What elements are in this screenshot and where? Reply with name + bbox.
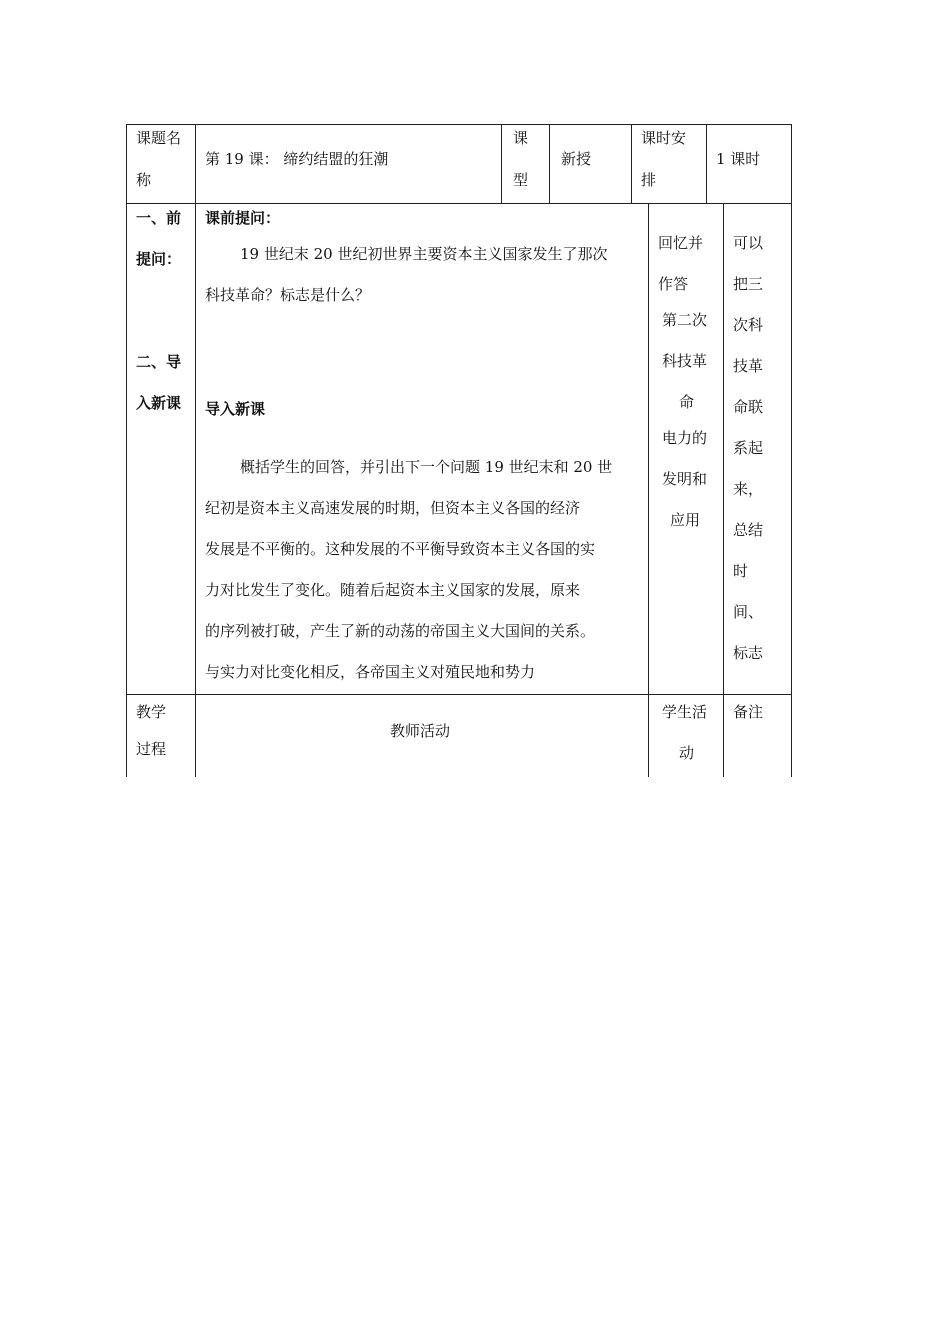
intro-line5: 的序列被打破，产生了新的动荡的帝国主义大国间的关系。: [205, 622, 596, 640]
section2-label-line1: 二、导: [136, 353, 182, 371]
pre-question-line2: 科技革命？标志是什么？: [205, 286, 371, 304]
student-note-line8: 应用: [670, 511, 701, 529]
student-note-line5: 命: [679, 393, 695, 411]
remark-line8: 总结: [733, 521, 764, 539]
title-label-line1: 课题名: [136, 129, 182, 147]
remark-line2: 把三: [733, 275, 764, 293]
student-note-line2: 作答: [658, 275, 689, 293]
body-divider-notes: [723, 203, 724, 777]
process-label-line2: 过程: [136, 740, 167, 758]
time-label-line2: 排: [641, 171, 657, 189]
student-note-line4: 科技革: [662, 352, 708, 370]
pre-question-line1: 19 世纪末 20 世纪初世界主要资本主义国家发生了那次: [240, 245, 608, 263]
remarks-header: 备注: [733, 703, 764, 721]
teacher-activity-header: 教师活动: [390, 722, 451, 740]
intro-line3: 发展是不平衡的。这种发展的不平衡导致资本主义各国的实: [205, 540, 596, 558]
pre-question-title: 课前提问：: [205, 209, 281, 227]
intro-line1: 概括学生的回答，并引出下一个问题 19 世纪末和 20 世: [240, 458, 613, 476]
student-activity-header-line2: 动: [679, 744, 695, 762]
title-label-line2: 称: [136, 171, 152, 189]
table-left-border: [126, 124, 127, 777]
intro-line6: 与实力对比变化相反，各帝国主义对殖民地和势力: [205, 663, 536, 681]
remark-line11: 标志: [733, 644, 764, 662]
section2-label-line2: 入新课: [136, 394, 182, 412]
row1-divider-4: [631, 124, 632, 204]
remark-line3: 次科: [733, 316, 764, 334]
student-note-line6: 电力的: [662, 429, 708, 447]
lesson-title: 第 19 课： 缔约结盟的狂潮: [205, 150, 389, 168]
student-note-line3: 第二次: [662, 311, 708, 329]
table-top-border: [126, 124, 792, 125]
row1-bottom-border: [126, 203, 792, 204]
student-note-line1: 回忆并: [658, 234, 704, 252]
remark-line9: 时: [733, 562, 749, 580]
type-label-line1: 课: [513, 129, 529, 147]
lesson-type: 新授: [561, 150, 592, 168]
time-label-line1: 课时安: [641, 129, 687, 147]
type-label-line2: 型: [513, 171, 529, 189]
row1-divider-3: [549, 124, 550, 204]
row2-bottom-border: [126, 694, 792, 695]
remark-line6: 系起: [733, 439, 764, 457]
remark-line1: 可以: [733, 234, 764, 252]
student-note-line7: 发明和: [662, 470, 708, 488]
body-divider-left: [195, 203, 196, 777]
body-divider-main: [648, 203, 649, 777]
remark-line10: 间、: [733, 603, 764, 621]
row1-divider-5: [706, 124, 707, 204]
process-label-line1: 教学: [136, 703, 167, 721]
lesson-hours: 1 课时: [716, 150, 761, 168]
student-activity-header-line1: 学生活: [662, 703, 708, 721]
remark-line4: 技革: [733, 357, 764, 375]
row1-divider-1: [195, 124, 196, 204]
row1-divider-2: [501, 124, 502, 204]
remark-line7: 来，: [733, 480, 764, 498]
intro-line4: 力对比发生了变化。随着后起资本主义国家的发展，原来: [205, 581, 581, 599]
table-right-border: [791, 124, 792, 777]
intro-title: 导入新课: [205, 400, 266, 418]
intro-line2: 纪初是资本主义高速发展的时期，但资本主义各国的经济: [205, 499, 581, 517]
section1-label-line1: 一、前: [136, 209, 182, 227]
remark-line5: 命联: [733, 398, 764, 416]
section1-label-line2: 提问：: [136, 250, 182, 268]
